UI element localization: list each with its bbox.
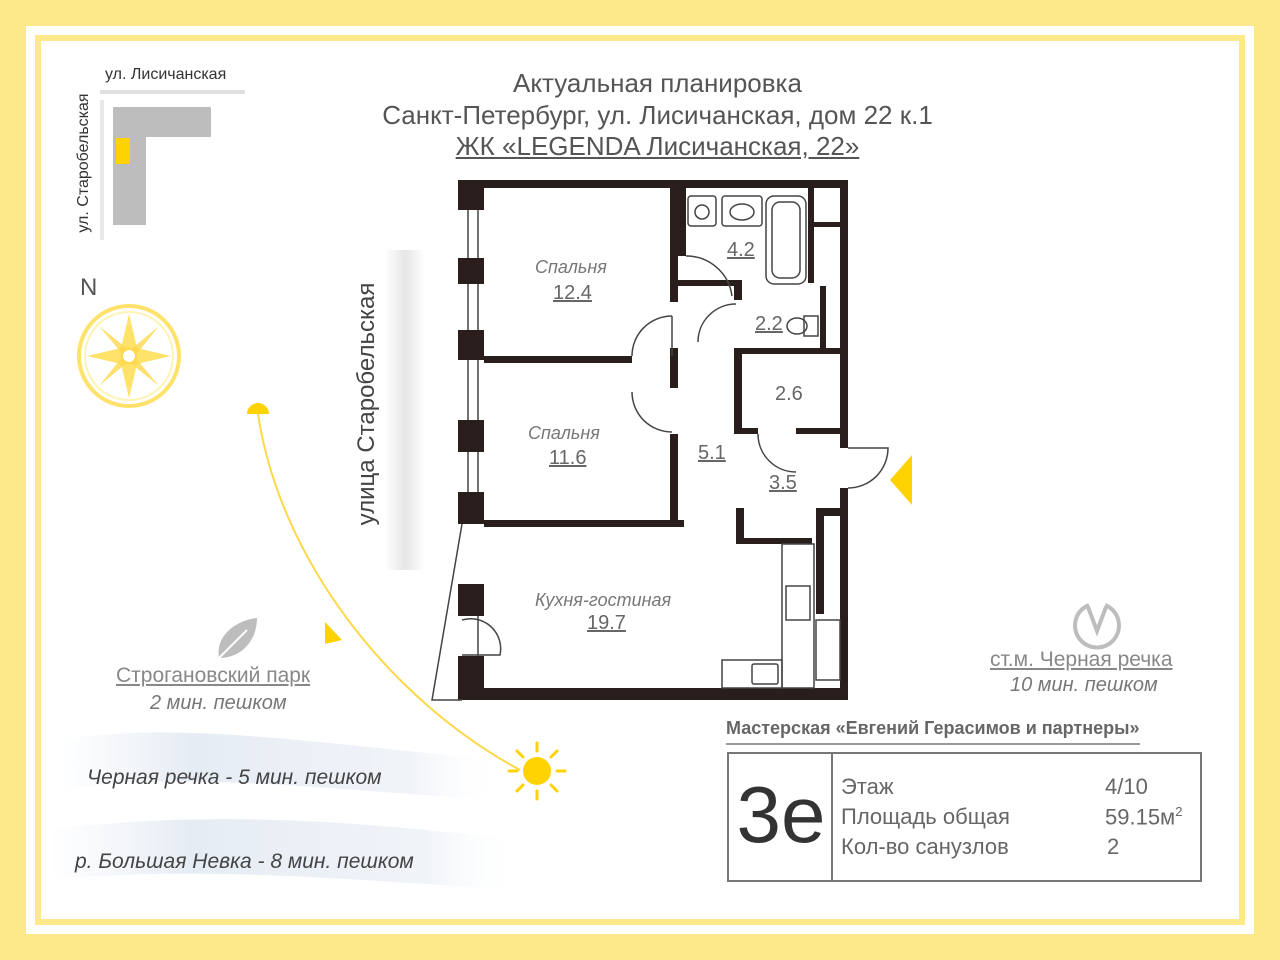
header-title: Актуальная планировка — [513, 68, 802, 98]
leaf-icon — [219, 618, 257, 658]
sun-icon — [509, 743, 565, 799]
floor-value: 4/10 — [1105, 774, 1148, 799]
locator-map — [100, 90, 245, 240]
room-wc-area: 2.2 — [755, 313, 783, 335]
park-name[interactable]: Строгановский парк — [116, 664, 311, 687]
bath-count-label: Кол-во санузлов — [841, 834, 1009, 859]
entry-arrow — [890, 455, 912, 505]
walk-river1: Черная речка - 5 мин. пешком — [87, 766, 382, 789]
metro-icon — [1075, 605, 1119, 647]
street-band — [385, 250, 425, 570]
area-number: 59.15м — [1105, 804, 1176, 830]
metro-walk: 10 мин. пешком — [1010, 674, 1158, 696]
apartment-info-table — [727, 752, 1202, 882]
area-unit-sup: 2 — [1175, 804, 1183, 819]
header-complex-link[interactable]: ЖК «LEGENDA Лисичанская, 22» — [455, 131, 860, 161]
street-big-label: улица Старобельская — [353, 282, 380, 526]
room-hall-area: 5.1 — [698, 442, 726, 464]
apartment-code: 3е — [736, 770, 826, 859]
walk-river2: р. Большая Невка - 8 мин. пешком — [75, 850, 414, 873]
room-storage-area: 2.6 — [775, 383, 803, 405]
architect-label: Мастерская «Евгений Герасимов и партнеры» — [726, 718, 1140, 745]
floor-plan — [458, 180, 848, 700]
floor-label: Этаж — [841, 774, 894, 799]
room-bedroom1-area: 12.4 — [553, 282, 592, 304]
room-entry-area: 3.5 — [769, 472, 797, 494]
info-divider — [831, 754, 833, 880]
room-bath-area: 4.2 — [727, 239, 755, 261]
plan-lines — [432, 196, 888, 700]
locator-street-left: ул. Старобельская — [75, 93, 92, 233]
room-bedroom1-name: Спальня — [535, 257, 607, 277]
area-value — [1105, 804, 1182, 830]
north-label: N — [80, 274, 98, 301]
park-walk: 2 мин. пешком — [150, 692, 287, 714]
area-label: Площадь общая — [841, 804, 1010, 829]
room-kitchen-name: Кухня-гостиная — [535, 590, 672, 610]
compass-icon — [79, 306, 179, 406]
metro-name[interactable]: ст.м. Черная речка — [990, 648, 1173, 671]
room-kitchen-area: 19.7 — [587, 612, 626, 634]
locator-street-top: ул. Лисичанская — [105, 66, 227, 83]
room-bedroom2-area: 11.6 — [549, 447, 587, 469]
header-address: Санкт-Петербург, ул. Лисичанская, дом 22 к.1 — [382, 100, 933, 130]
room-bedroom2-name: Спальня — [528, 423, 600, 443]
bath-count-value: 2 — [1107, 834, 1120, 859]
